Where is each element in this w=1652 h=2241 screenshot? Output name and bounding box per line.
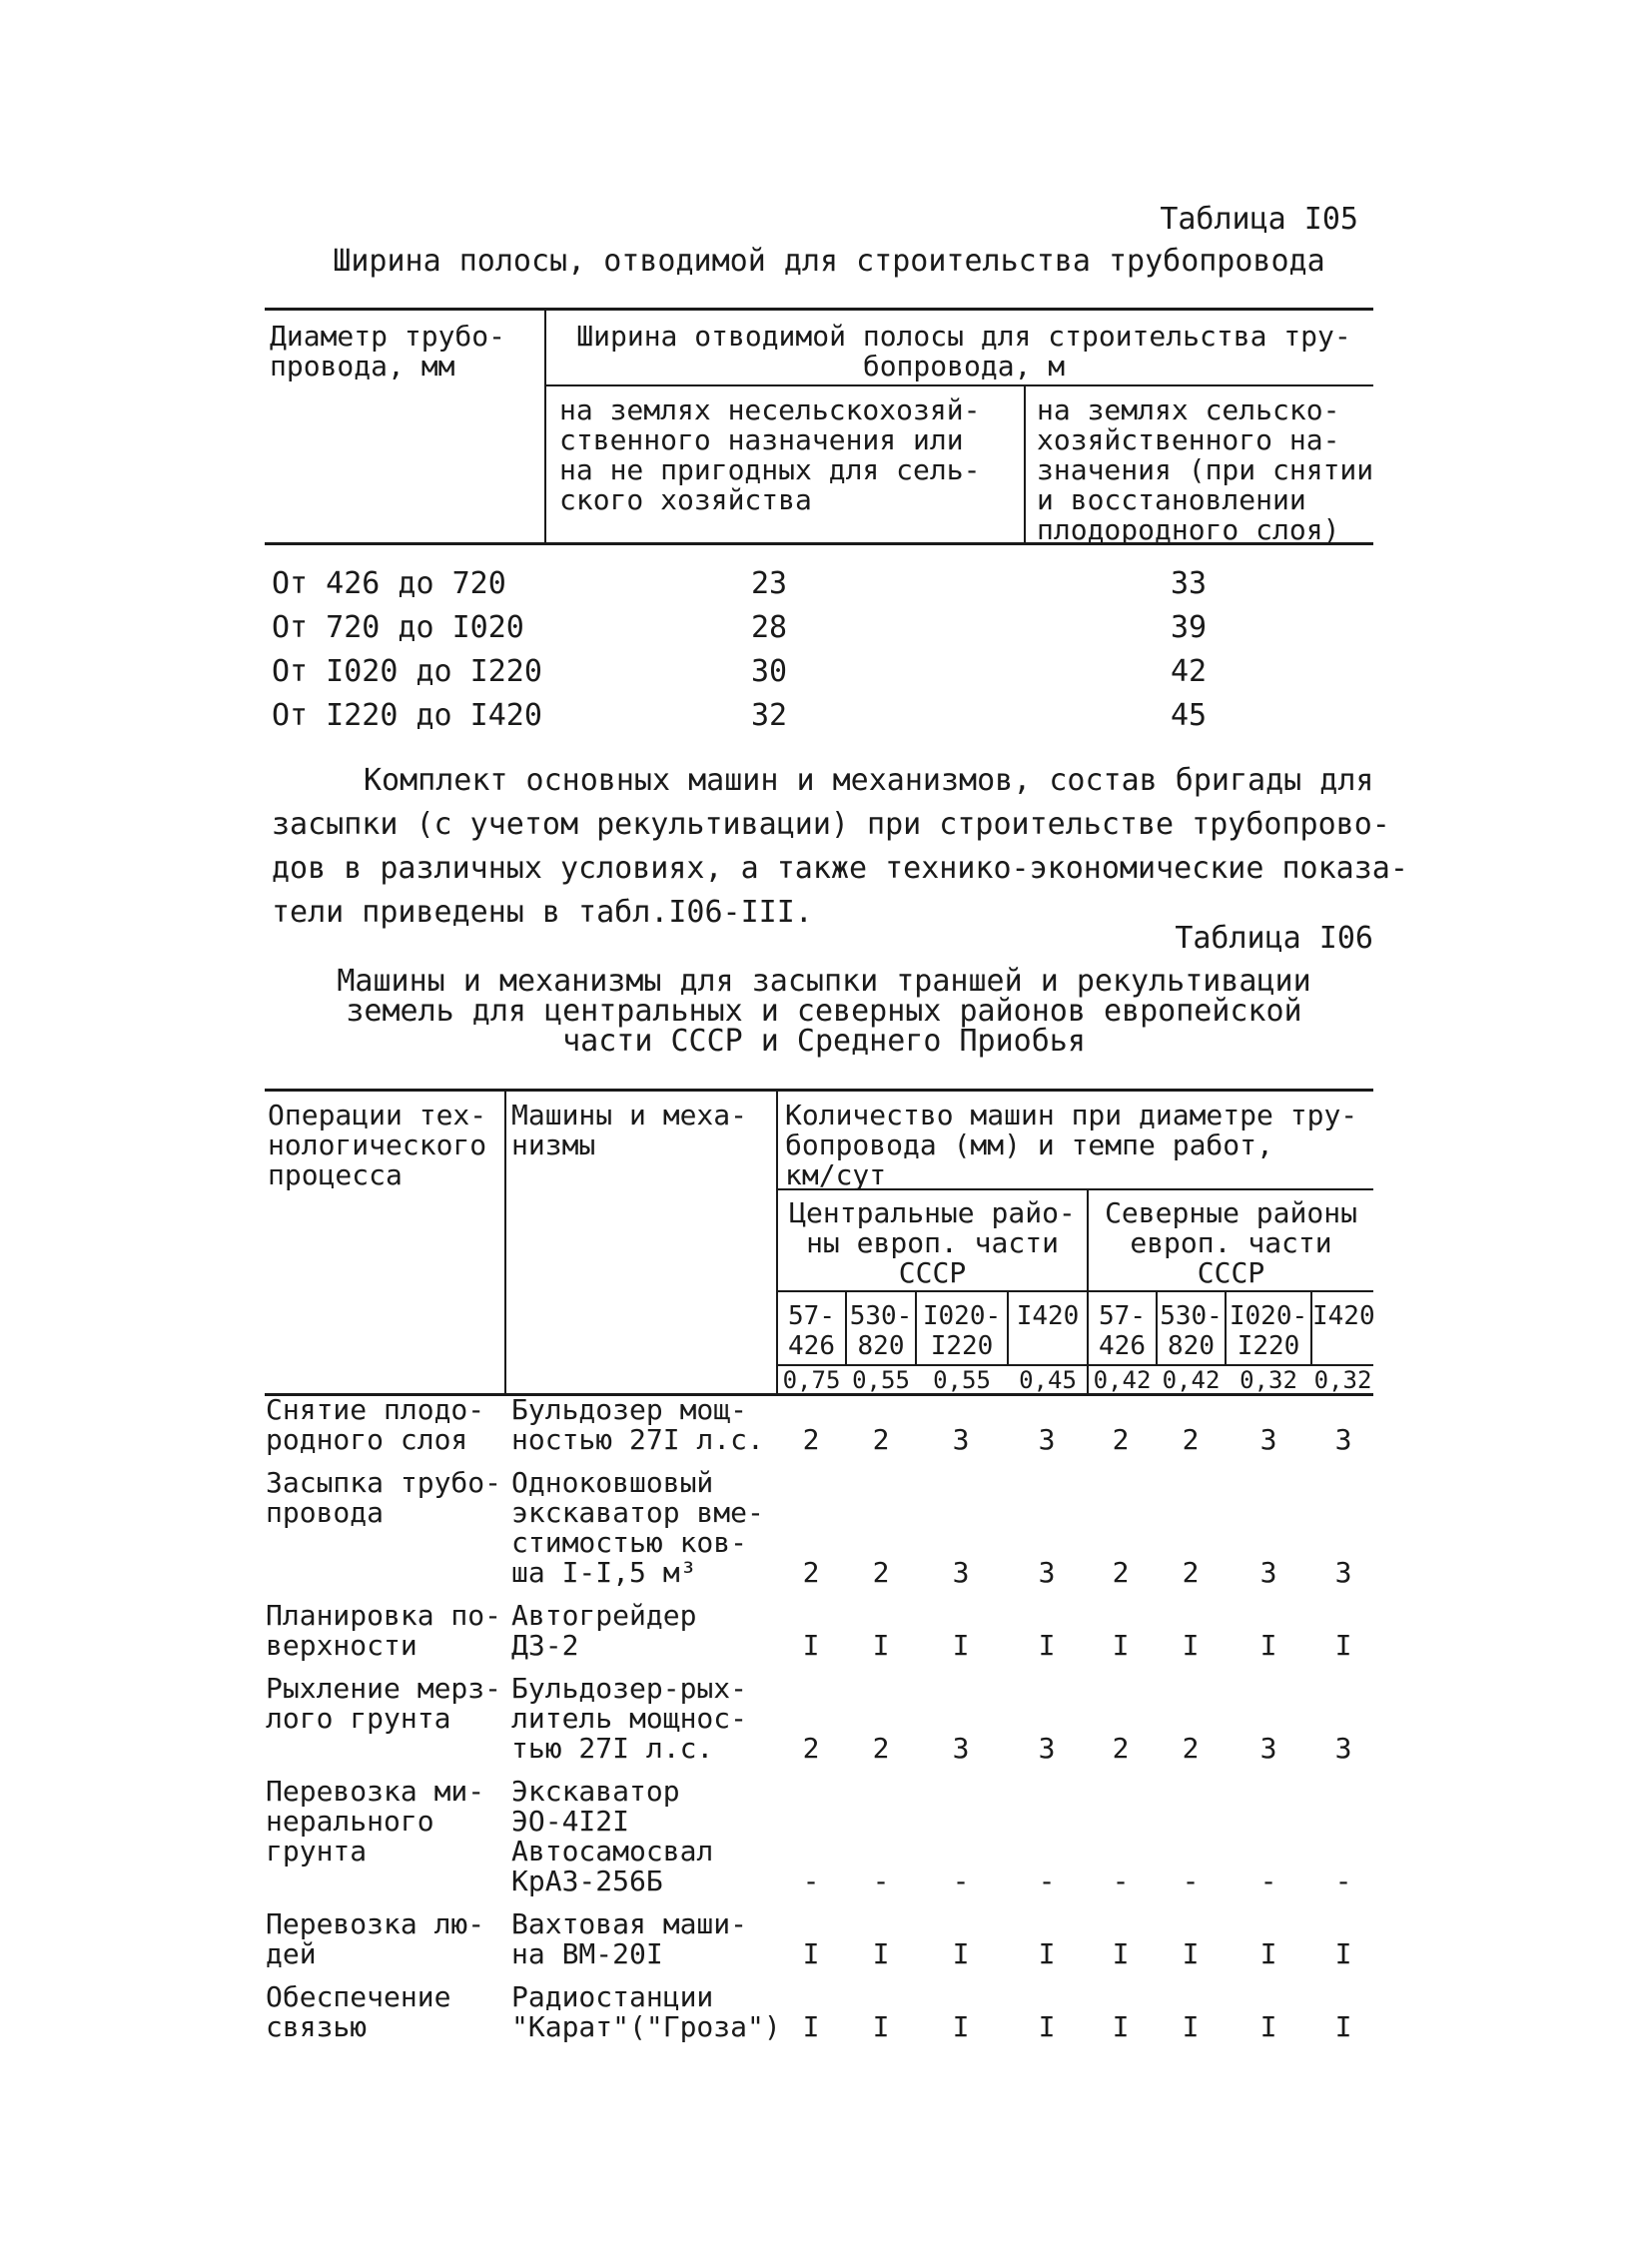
count-cell: I [952, 1629, 970, 1662]
diameter-header: I420 [1312, 1301, 1375, 1331]
count-cell: I [802, 1937, 820, 1970]
operation-cell: Снятие плодо- родного слоя [266, 1393, 485, 1456]
count-cell: I [1038, 2010, 1056, 2043]
count-cell: 3 [1259, 1732, 1277, 1765]
table-106-title: Машины и механизмы для засыпки траншей и рекультивации земель для центральных и северных районов европейской части СССР и Среднего Приобья [337, 964, 1311, 1059]
table-105-sub-rule [544, 384, 1373, 386]
count-cell: 3 [1038, 1423, 1056, 1456]
count-cell: I [1112, 2010, 1130, 2043]
value-cell: 30 [750, 654, 788, 689]
count-cell: 3 [1038, 1556, 1056, 1589]
machine-cell: Радиостанции "Карат"("Гроза") [511, 1980, 781, 2043]
table-105-vline-2 [1024, 385, 1026, 545]
table-105-title: Ширина полосы, отводимой для строительства трубопровода [333, 244, 1325, 279]
count-cell: I [952, 2010, 970, 2043]
count-cell: I [1182, 2010, 1200, 2043]
count-cell: I [802, 1629, 820, 1662]
count-cell: 2 [1182, 1732, 1200, 1765]
count-cell: I [872, 2010, 890, 2043]
diameter-header: I420 [1016, 1301, 1080, 1331]
diameter-cell: От 426 до 720 [272, 566, 506, 601]
machine-cell: Бульдозер-рых- литель мощнос- тью 27I л.с. [511, 1672, 748, 1765]
count-cell: 3 [1334, 1732, 1352, 1765]
diameter-header: 57- 426 [1099, 1301, 1146, 1361]
count-cell: 2 [872, 1556, 890, 1589]
count-cell: I [802, 2010, 820, 2043]
tempo-cell: 0,32 [1313, 1366, 1372, 1394]
count-cell: 2 [802, 1556, 820, 1589]
tempo-cell: 0,32 [1239, 1366, 1297, 1394]
table-106-head-central: Центральные райо- ны европ. части СССР [789, 1196, 1076, 1289]
count-cell: 3 [1259, 1556, 1277, 1589]
count-cell: - [1182, 1865, 1200, 1897]
table-106-region-rule [776, 1290, 1373, 1292]
table-106-label: Таблица I06 [1175, 921, 1373, 956]
count-cell: I [1182, 1629, 1200, 1662]
diameter-header: 530- 820 [1160, 1301, 1223, 1361]
count-cell: I [872, 1937, 890, 1970]
diameter-header: 57- 426 [788, 1301, 835, 1361]
count-cell: 3 [952, 1423, 970, 1456]
table-105-head-diameter: Диаметр трубо- провода, мм [270, 320, 506, 382]
count-cell: - [872, 1865, 890, 1897]
machine-cell: Экскаватор ЭО-4I2I Автосамосвал КрАЗ-256Б [511, 1775, 714, 1897]
machine-cell: Автогрейдер ДЗ-2 [511, 1599, 697, 1662]
count-cell: 2 [1112, 1423, 1130, 1456]
operation-cell: Перевозка лю- дей [266, 1907, 485, 1970]
table-106-top-rule [265, 1089, 1373, 1092]
table-105-head-agri: на землях сельско- хозяйственного на- значения (при снятии и восстановлении плодородного слоя) [1037, 393, 1374, 546]
table-105-label: Таблица I05 [1160, 202, 1358, 237]
table-106-head-operations: Операции тех- нологического процесса [268, 1099, 487, 1191]
diameter-header: I020- I220 [922, 1301, 1002, 1361]
count-cell: - [1038, 1865, 1056, 1897]
table-106-vline-ops [504, 1091, 506, 1395]
table-105-vline-1 [544, 310, 546, 544]
count-cell: 2 [1182, 1556, 1200, 1589]
count-cell: 3 [1334, 1556, 1352, 1589]
count-cell: - [952, 1865, 970, 1897]
count-cell: 2 [802, 1732, 820, 1765]
diameter-header: 530- 820 [849, 1301, 913, 1361]
tempo-cell: 0,75 [782, 1366, 841, 1394]
tempo-cell: 0,45 [1019, 1366, 1077, 1394]
table-106-head-machines: Машины и меха- низмы [511, 1099, 748, 1161]
machine-cell: Одноковшовый экскаватор вме- стимостью ков- ша I-I,5 м³ [511, 1466, 764, 1589]
count-cell: - [1112, 1865, 1130, 1897]
value-cell: 45 [1170, 698, 1208, 733]
table-105-top-rule [265, 308, 1373, 311]
tempo-cell: 0,55 [933, 1366, 991, 1394]
operation-cell: Планировка по- верхности [266, 1599, 502, 1662]
value-cell: 33 [1170, 566, 1208, 601]
count-cell: - [1334, 1865, 1352, 1897]
count-cell: 2 [1112, 1732, 1130, 1765]
count-cell: I [1334, 1629, 1352, 1662]
count-cell: - [1259, 1865, 1277, 1897]
operation-cell: Рыхление мерз- лого грунта [266, 1672, 502, 1735]
count-cell: 3 [1038, 1732, 1056, 1765]
value-cell: 42 [1170, 654, 1208, 689]
count-cell: 3 [952, 1732, 970, 1765]
diameter-cell: От I220 до I420 [272, 698, 542, 733]
count-cell: 2 [1182, 1423, 1200, 1456]
count-cell: I [1112, 1937, 1130, 1970]
value-cell: 23 [750, 566, 788, 601]
body-paragraph: Комплект основных машин и механизмов, состав бригады для засыпки (с учетом рекультивации) при строительстве трубопрово- дов в различных условиях, а также технико-экономические показа- тели приведены в табл.I06-III. [272, 763, 1408, 930]
count-cell: I [1334, 1937, 1352, 1970]
machine-cell: Бульдозер мощ- ностью 27I л.с. [511, 1393, 764, 1456]
operation-cell: Засыпка трубо- провода [266, 1466, 502, 1529]
count-cell: I [1259, 2010, 1277, 2043]
value-cell: 32 [750, 698, 788, 733]
count-cell: I [1259, 1937, 1277, 1970]
value-cell: 28 [750, 610, 788, 645]
count-cell: I [1259, 1629, 1277, 1662]
count-cell: I [1112, 1629, 1130, 1662]
tempo-cell: 0,55 [852, 1366, 910, 1394]
operation-cell: Перевозка ми- нерального грунта [266, 1775, 485, 1868]
value-cell: 39 [1170, 610, 1208, 645]
diameter-cell: От I020 до I220 [272, 654, 542, 689]
count-cell: 2 [802, 1423, 820, 1456]
table-106-head-count: Количество машин при диаметре тру- бопровода (мм) и темпе работ, км/сут [785, 1099, 1358, 1191]
count-cell: 2 [1112, 1556, 1130, 1589]
count-cell: I [1038, 1629, 1056, 1662]
count-cell: - [802, 1865, 820, 1897]
count-cell: 3 [1334, 1423, 1352, 1456]
count-cell: 2 [872, 1732, 890, 1765]
count-cell: I [1182, 1937, 1200, 1970]
table-106-head-north: Северные районы европ. части СССР [1105, 1196, 1357, 1289]
count-cell: 3 [952, 1556, 970, 1589]
count-cell: I [872, 1629, 890, 1662]
operation-cell: Обеспечение связью [266, 1980, 451, 2043]
diameter-cell: От 720 до I020 [272, 610, 524, 645]
table-105-head-nonagri: на землях несельскохозяй- ственного назначения или на не пригодных для сель- ского хозяйства [559, 393, 981, 516]
count-cell: 3 [1259, 1423, 1277, 1456]
count-cell: I [952, 1937, 970, 1970]
diameter-header: I020- I220 [1229, 1301, 1308, 1361]
count-cell: 2 [872, 1423, 890, 1456]
tempo-cell: 0,42 [1162, 1366, 1221, 1394]
table-105-head-width: Ширина отводимой полосы для строительства тру- бопровода, м [576, 320, 1351, 382]
count-cell: I [1334, 2010, 1352, 2043]
count-cell: I [1038, 1937, 1056, 1970]
tempo-cell: 0,42 [1093, 1366, 1152, 1394]
machine-cell: Вахтовая маши- на ВМ-20I [511, 1907, 748, 1970]
